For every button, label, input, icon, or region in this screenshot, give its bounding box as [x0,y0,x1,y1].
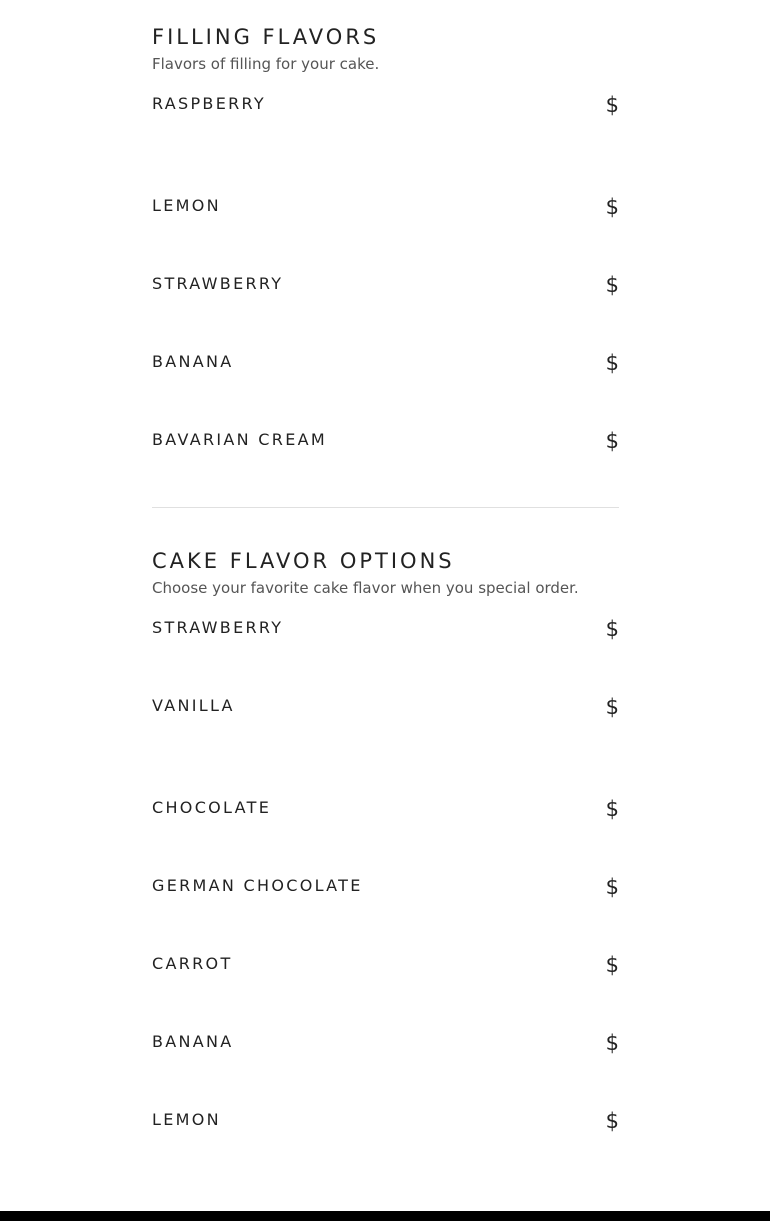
menu-item-price: $ [605,875,619,899]
menu-item [152,352,619,430]
menu-item [152,430,619,507]
menu-item-name: BANANA [152,1032,234,1051]
menu-item-name: STRAWBERRY [152,618,284,637]
menu-item-price: $ [605,1109,619,1133]
menu-item [152,274,619,352]
section-description: Flavors of filling for your cake. [152,55,380,73]
menu-item-price: $ [605,273,619,297]
menu-item-price: $ [605,953,619,977]
menu-list [152,0,619,1150]
menu-item [152,954,619,1032]
menu-item-price: $ [605,351,619,375]
menu-item [152,618,619,696]
menu-item-name: STRAWBERRY [152,274,284,293]
menu-item [152,876,619,954]
section-description: Choose your favorite cake flavor when you special order. [152,579,579,597]
menu-item-price: $ [605,1031,619,1055]
menu-item [152,196,619,274]
menu-item [152,1032,619,1110]
section-title: FILLING FLAVORS [152,25,380,49]
menu-item-name: CHOCOLATE [152,798,272,817]
menu-item [152,94,619,196]
menu-item-name: RASPBERRY [152,94,266,113]
menu-item-price: $ [605,93,619,117]
footer-bar [0,1211,770,1221]
menu-item-price: $ [605,195,619,219]
cake-flavor-options-section [152,508,619,1150]
menu-item-price: $ [605,695,619,719]
filling-flavors-section [152,0,619,507]
menu-item-price: $ [605,429,619,453]
menu-item [152,1110,619,1150]
menu-item-price: $ [605,617,619,641]
menu-item [152,798,619,876]
menu-item-name: LEMON [152,196,221,215]
section-title: CAKE FLAVOR OPTIONS [152,549,455,573]
menu-item-name: GERMAN CHOCOLATE [152,876,363,895]
menu-item [152,696,619,798]
menu-item-name: CARROT [152,954,233,973]
menu-item-name: VANILLA [152,696,235,715]
menu-item-price: $ [605,797,619,821]
menu-item-name: BANANA [152,352,234,371]
menu-item-name: LEMON [152,1110,221,1129]
menu-item-name: BAVARIAN CREAM [152,430,327,449]
